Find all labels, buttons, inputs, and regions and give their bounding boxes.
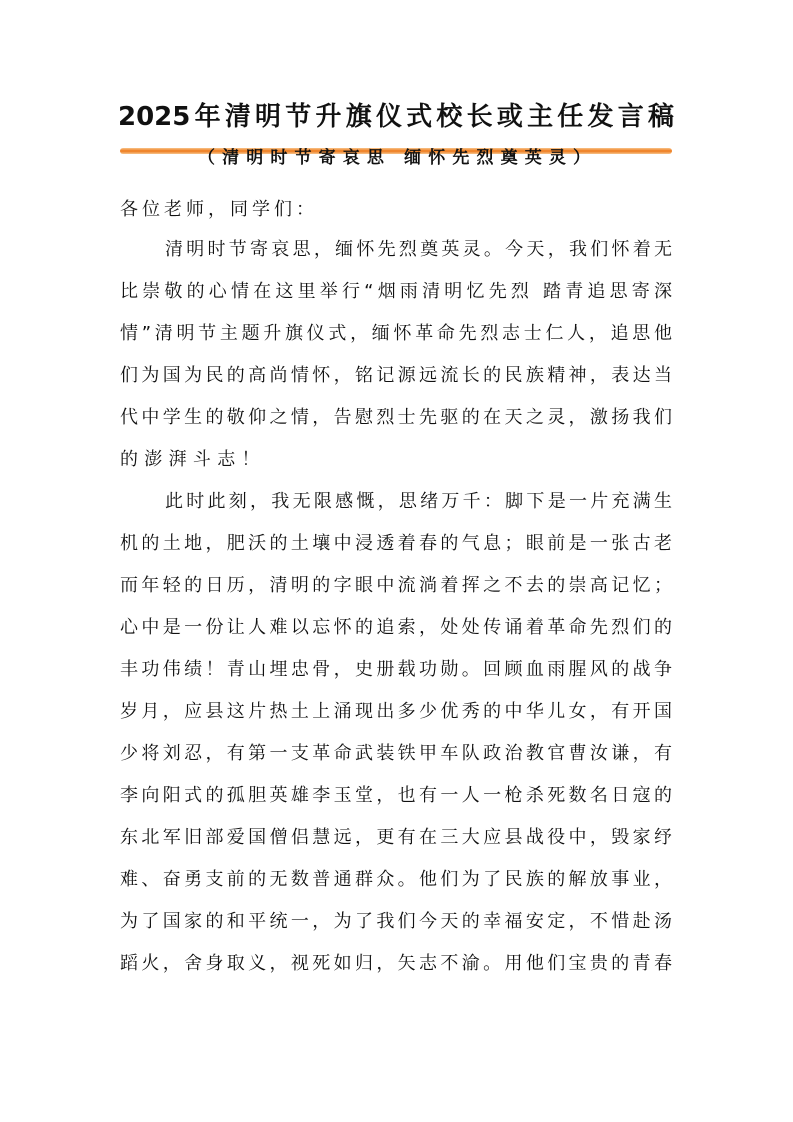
paragraph-line: 情”清明节主题升旗仪式，缅怀革命先烈志士仁人，追思他	[120, 323, 672, 344]
paragraph-line: 岁月，应县这片热土上涌现出多少优秀的中华儿女，有开国	[120, 701, 672, 722]
greeting: 各位老师，同学们：	[120, 199, 318, 220]
paragraph-line: 为了国家的和平统一，为了我们今天的幸福安定，不惜赴汤	[120, 911, 672, 932]
document-title: 2025年清明节升旗仪式校长或主任发言稿	[118, 102, 674, 132]
paragraph-line: 东北军旧部爱国僧侣慧远，更有在三大应县战役中，毁家纾	[120, 827, 672, 848]
paragraph-line: 李向阳式的孤胆英雄李玉堂，也有一人一枪杀死数名日寇的	[120, 785, 672, 806]
document-subtitle: （清明时节寄哀思 缅怀先烈奠英灵）	[198, 148, 590, 168]
paragraph-line: 蹈火，舍身取义，视死如归，矢志不渝。用他们宝贵的青春	[120, 953, 672, 974]
paragraph-line: 此时此刻，我无限感慨，思绪万千：脚下是一片充满生	[165, 491, 672, 512]
paragraph-line: 代中学生的敬仰之情，告慰烈士先驱的在天之灵，激扬我们	[120, 407, 672, 428]
paragraph-line: 清明时节寄哀思，缅怀先烈奠英灵。今天，我们怀着无	[165, 239, 672, 260]
paragraph-line: 们为国为民的高尚情怀，铭记源远流长的民族精神，表达当	[120, 365, 672, 386]
paragraph-line: 难、奋勇支前的无数普通群众。他们为了民族的解放事业，	[120, 869, 672, 890]
paragraph-line: 而年轻的日历，清明的字眼中流淌着挥之不去的崇高记忆；	[120, 575, 672, 596]
paragraph-line: 比崇敬的心情在这里举行“烟雨清明忆先烈 踏青追思寄深	[120, 281, 672, 302]
paragraph-line: 心中是一份让人难以忘怀的追索，处处传诵着革命先烈们的	[120, 617, 672, 638]
paragraph-line: 的澎湃斗志！	[120, 449, 266, 470]
paragraph-line: 丰功伟绩！青山埋忠骨，史册载功勋。回顾血雨腥风的战争	[120, 659, 672, 680]
paragraph-line: 少将刘忍，有第一支革命武装铁甲车队政治教官曹汝谦，有	[120, 743, 672, 764]
paragraph-line: 机的土地，肥沃的土壤中浸透着春的气息；眼前是一张古老	[120, 533, 672, 554]
